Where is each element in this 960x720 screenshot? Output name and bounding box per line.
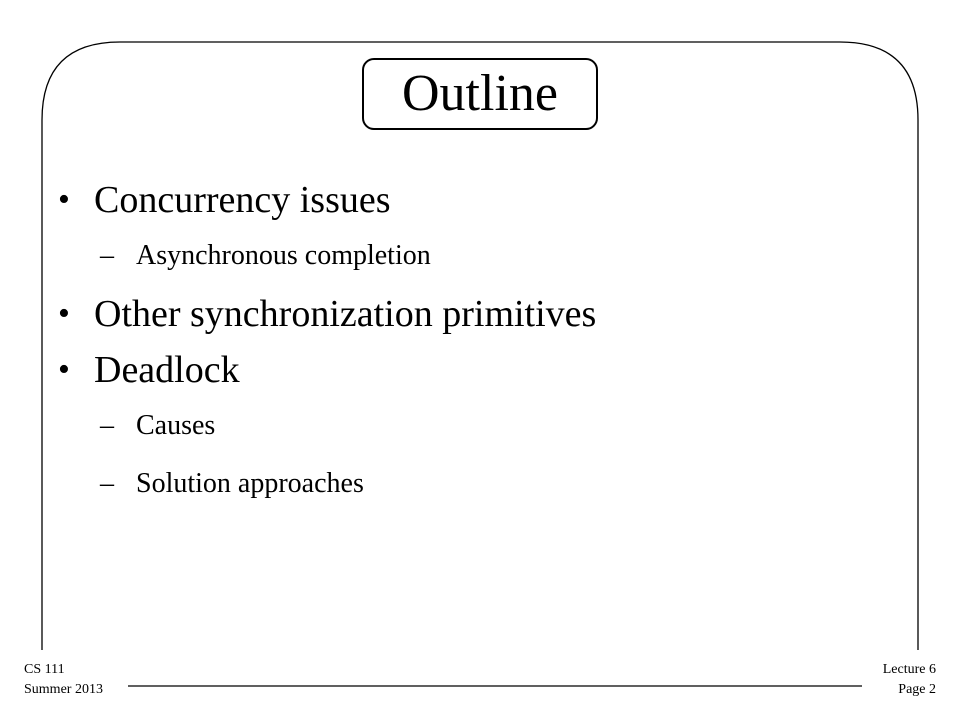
dash-icon: – — [100, 410, 114, 441]
sub-bullet-text: Solution approaches — [136, 468, 364, 499]
footer-page-number: Page 2 — [898, 682, 936, 697]
footer-left — [24, 660, 103, 700]
bullet-dot-icon: • — [58, 181, 70, 218]
bullet-text: Deadlock — [94, 349, 240, 391]
sub-bullet-text: Asynchronous completion — [136, 240, 431, 271]
title-box — [362, 58, 598, 130]
bullet-item — [58, 178, 908, 234]
bullet-text: Other synchronization primitives — [94, 293, 597, 335]
footer-course: CS 111 — [24, 662, 65, 677]
footer-lecture: Lecture 6 — [882, 662, 936, 677]
footer-term: Summer 2013 — [24, 682, 103, 697]
bullet-item — [58, 348, 908, 404]
bullet-dot-icon: • — [58, 295, 70, 332]
slide-title: Outline — [402, 65, 558, 122]
sub-bullet-item — [58, 404, 908, 462]
sub-bullet-text: Causes — [136, 410, 216, 441]
sub-bullet-item — [58, 234, 908, 292]
sub-bullet-item — [58, 462, 908, 520]
bullet-item — [58, 292, 908, 348]
bullet-text: Concurrency issues — [94, 179, 391, 221]
dash-icon: – — [100, 240, 114, 271]
footer-right — [883, 660, 936, 700]
bullet-list — [58, 178, 908, 520]
bullet-dot-icon: • — [58, 351, 70, 388]
dash-icon: – — [100, 468, 114, 499]
